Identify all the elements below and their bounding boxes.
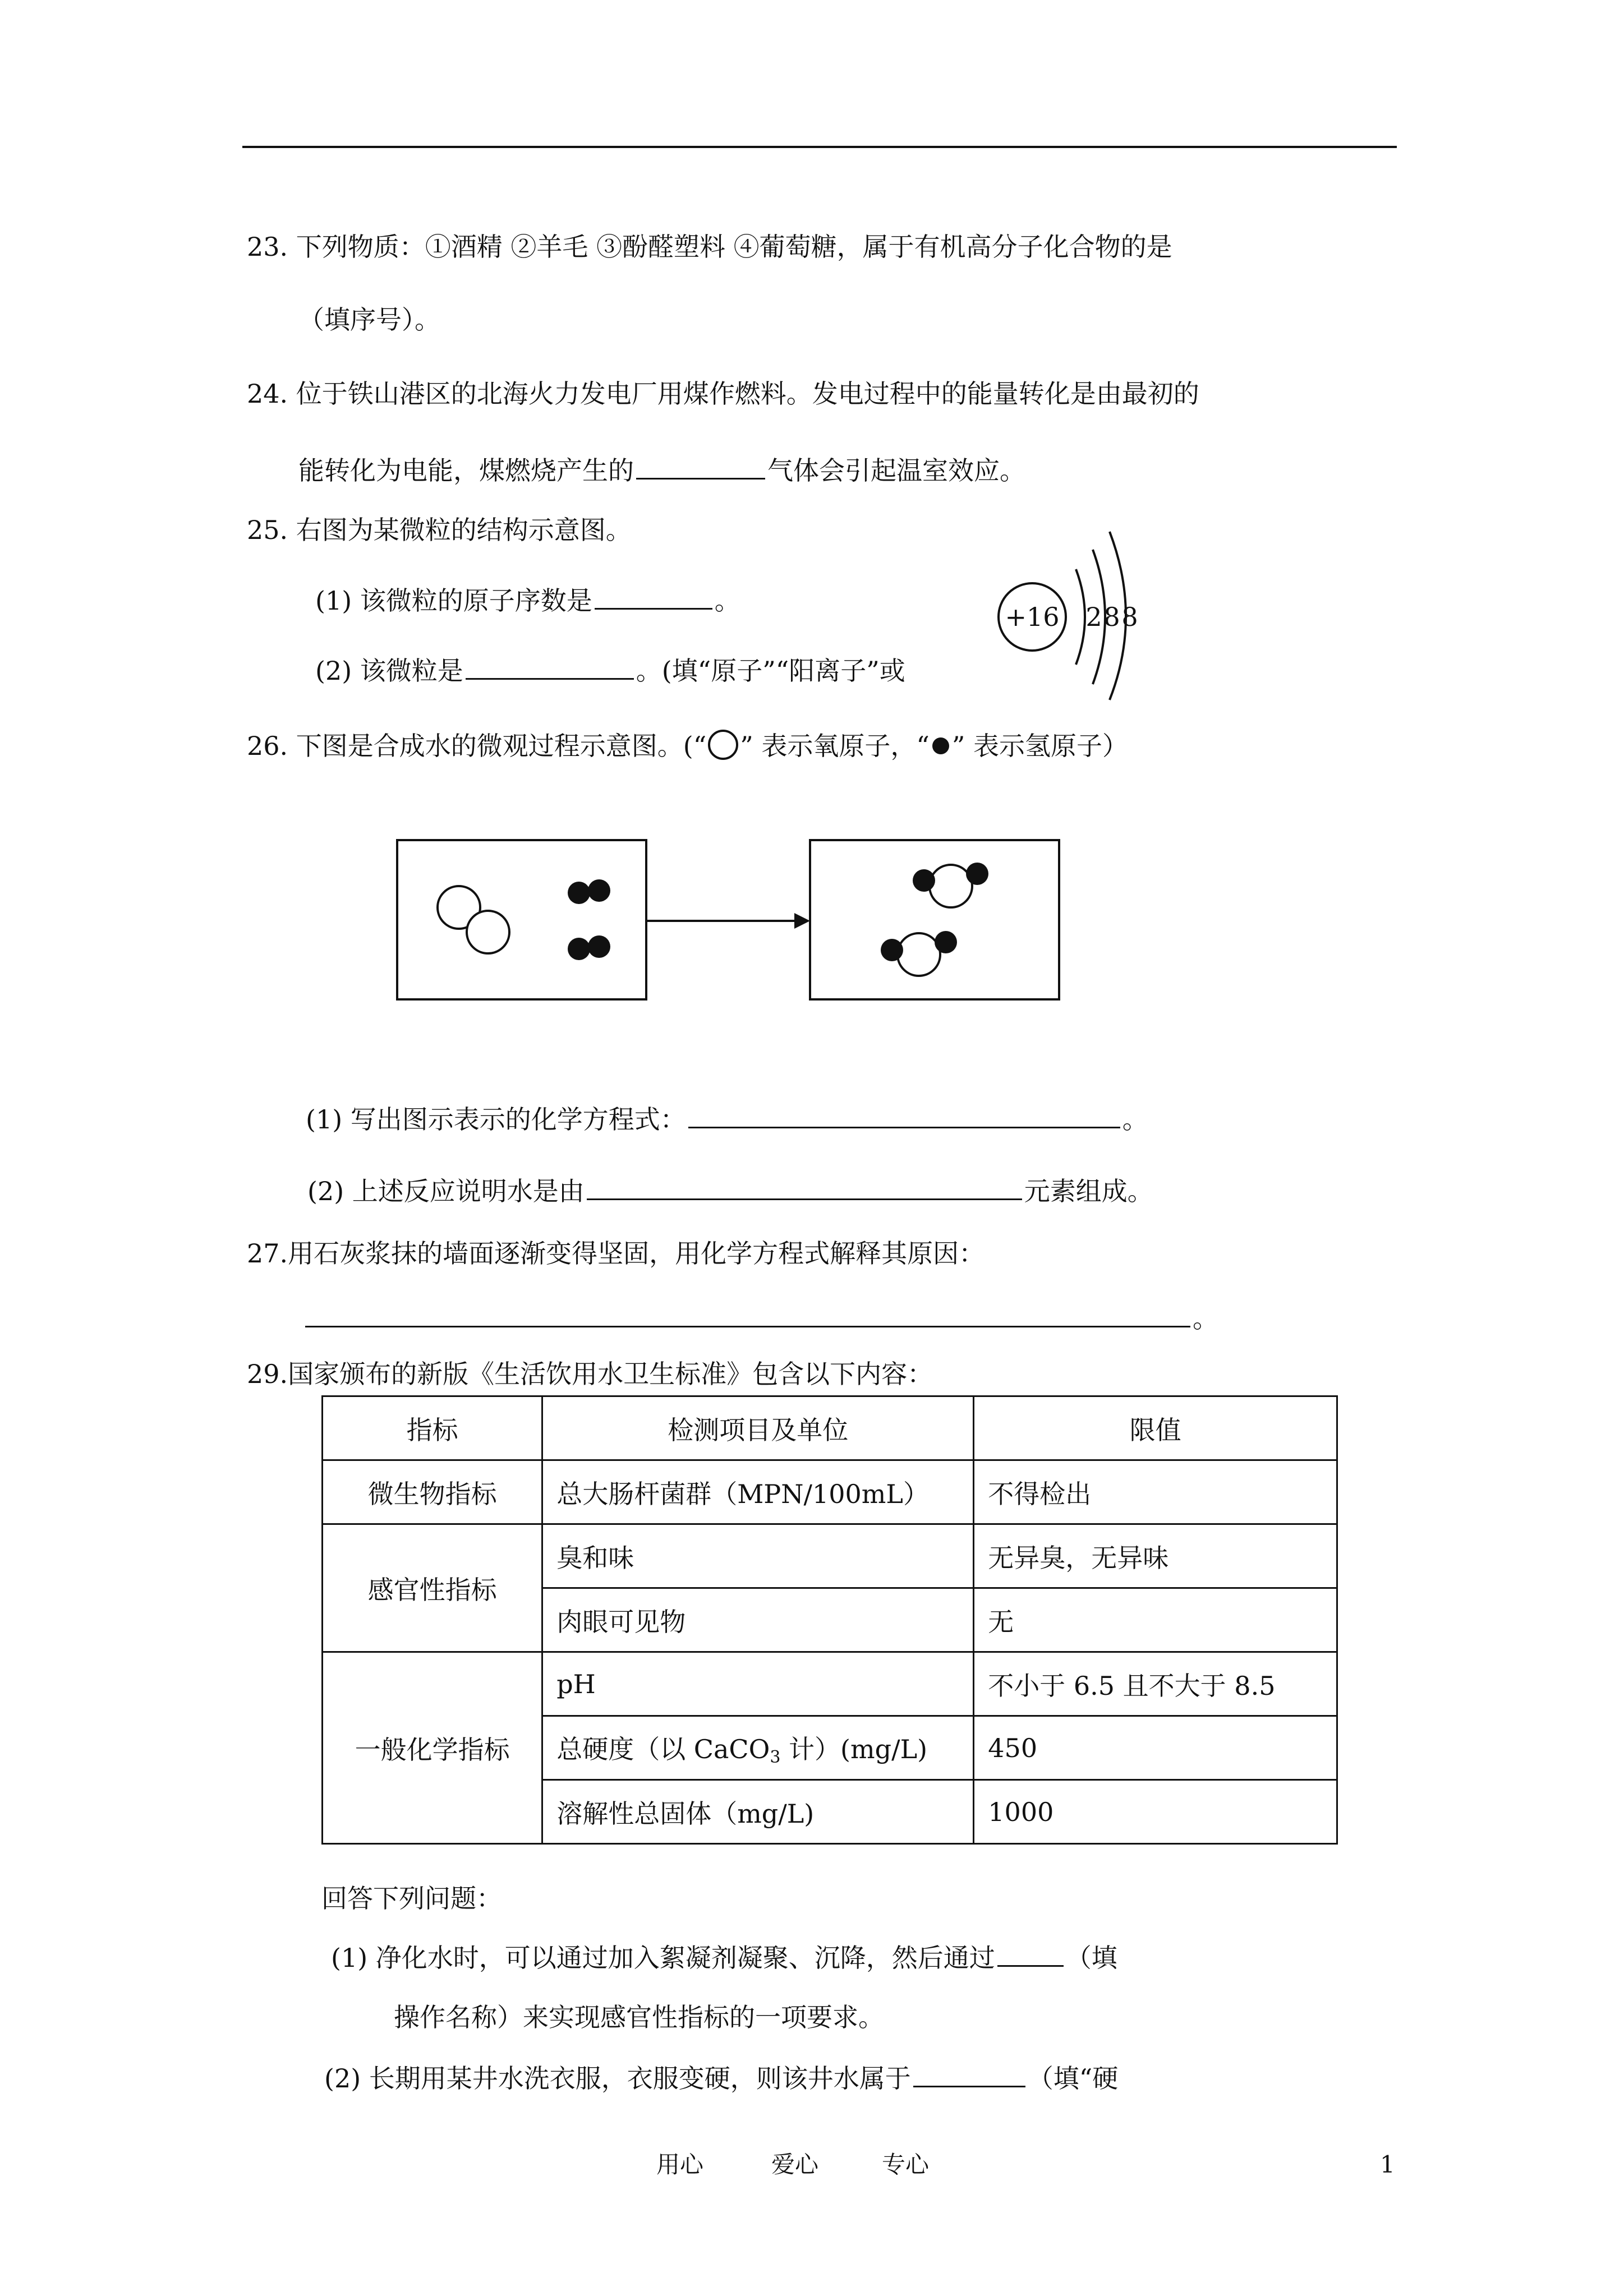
table-header-row: [323, 1396, 1337, 1460]
q24-line1: 24. 位于铁山港区的北海火力发电厂用煤作燃料。发电过程中的能量转化是由最初的: [247, 379, 1199, 409]
q25-sub2-text-a: (2) 该微粒是: [315, 656, 463, 686]
q26-sub2-text-b: 元素组成。: [1024, 1176, 1153, 1206]
q29-sub1-text-a: (1) 净化水时，可以通过加入絮凝剂凝聚、沉降，然后通过: [331, 1943, 995, 1973]
group-general-chemical: 一般化学指标: [323, 1652, 542, 1844]
group-microbial: 微生物指标: [323, 1460, 542, 1524]
q23-line2: （填序号）。: [298, 305, 440, 335]
q25-sub2: [315, 653, 905, 688]
q29-sub1-line2: 操作名称）来实现感官性指标的一项要求。: [394, 2002, 884, 2032]
hydrogen-molecule-1: [568, 879, 610, 904]
group-sensory: 感官性指标: [323, 1524, 542, 1652]
water-synthesis-diagram: [393, 836, 1066, 1004]
cell-item: 总大肠杆菌群（MPN/100mL）: [542, 1460, 974, 1524]
q25-blank1: [595, 583, 712, 610]
footer-motto-1: 用心: [656, 2151, 704, 2178]
water-standard-table: [321, 1395, 1338, 1845]
water-molecule-1: [913, 863, 988, 907]
electron-shell-1: [1076, 569, 1085, 665]
q29-blank2: [913, 2061, 1025, 2087]
table-row: [323, 1652, 1337, 1716]
header-limit: 限值: [974, 1396, 1337, 1460]
q29-sub2: [324, 2061, 1118, 2095]
shell-count-3: 8: [1121, 602, 1138, 632]
q26-sub2-text-a: (2) 上述反应说明水是由: [307, 1176, 585, 1206]
water-molecule-2: [881, 931, 957, 976]
q25-blank2: [466, 653, 634, 680]
products-box: [810, 840, 1059, 999]
q27-answer-line: [303, 1301, 1218, 1335]
header-item-unit: 检测项目及单位: [542, 1396, 974, 1460]
q29-answer-intro: 回答下列问题：: [321, 1883, 502, 1914]
q27-blank: [305, 1301, 1190, 1327]
cell-item: 臭和味: [542, 1524, 974, 1588]
hydrogen-atom-icon: [930, 735, 952, 757]
q26-title-text-c: ” 表示氢原子）: [951, 731, 1129, 761]
q25-title: 25. 右图为某微粒的结构示意图。: [247, 515, 632, 545]
cell-limit: 无异臭，无异味: [974, 1524, 1337, 1588]
q25-sub2-text-b: 。(填“原子”“阳离子”或: [636, 656, 905, 686]
q29-sub2-text-a: (2) 长期用某井水洗衣服，衣服变硬，则该井水属于: [324, 2063, 911, 2094]
cell-item: [542, 1716, 974, 1780]
atom-structure-diagram: [987, 522, 1167, 701]
q26-title-text-a: 26. 下图是合成水的微观过程示意图。(“: [247, 731, 707, 761]
cell-item: pH: [542, 1652, 974, 1716]
q26-blank1: [688, 1102, 1120, 1128]
cell-limit: 1000: [974, 1780, 1337, 1844]
header-rule: [242, 146, 1397, 148]
oxygen-atom-icon: [706, 729, 740, 760]
table-row: [323, 1524, 1337, 1588]
q29-blank1: [997, 1940, 1064, 1967]
q29-intro: 29.国家颁布的新版《生活饮用水卫生标准》包含以下内容：: [247, 1359, 933, 1389]
cell-limit: 450: [974, 1716, 1337, 1780]
q29-sub1-text-b: （填: [1065, 1943, 1117, 1973]
footer-motto-3: 专心: [882, 2151, 930, 2178]
shell-count-2: 8: [1103, 602, 1120, 632]
oxygen-molecule: [438, 886, 509, 953]
cell-item-text-a: 总硬度（以 CaCO: [556, 1733, 770, 1764]
q27-end: 。: [1193, 1303, 1218, 1334]
q26-title-text-b: ” 表示氧原子，“: [740, 731, 930, 761]
q24-blank: [636, 453, 765, 480]
cell-item: 肉眼可见物: [542, 1588, 974, 1652]
q29-sub2-text-b: （填“硬: [1027, 2063, 1119, 2094]
table-row: [323, 1460, 1337, 1524]
q27-line1: 27.用石灰浆抹的墙面逐渐变得坚固，用化学方程式解释其原因：: [247, 1238, 985, 1269]
q24-line2-text-b: 气体会引起温室效应。: [767, 455, 1025, 486]
q25-sub2-clip: [315, 653, 992, 693]
q26-sub1-text-b: 。: [1122, 1104, 1148, 1135]
nucleus-charge: +16: [1005, 602, 1060, 632]
q26-title: [247, 729, 1128, 763]
q26-sub1-text-a: (1) 写出图示表示的化学方程式：: [306, 1104, 686, 1135]
q26-sub2: [307, 1174, 1153, 1208]
reaction-arrow-head: [794, 913, 810, 929]
footer-motto-2: 爱心: [771, 2151, 819, 2178]
header-indicator: 指标: [323, 1396, 542, 1460]
q24-line2: [298, 453, 1025, 487]
cell-limit: 无: [974, 1588, 1337, 1652]
q29-sub1-line1: [331, 1940, 1117, 1975]
cell-limit: 不小于 6.5 且不大于 8.5: [974, 1652, 1337, 1716]
q24-line2-text-a: 能转化为电能，煤燃烧产生的: [298, 455, 634, 486]
shell-count-1: 2: [1085, 602, 1102, 632]
q23-line1: 23. 下列物质：①酒精 ②羊毛 ③酚醛塑料 ④葡萄糖，属于有机高分子化合物的是: [247, 232, 1172, 262]
q25-sub1-text-a: (1) 该微粒的原子序数是: [315, 585, 592, 616]
reactants-box: [397, 840, 646, 999]
page-number: 1: [1380, 2151, 1395, 2178]
cell-item: 溶解性总固体（mg/L): [542, 1780, 974, 1844]
q26-sub1: [306, 1102, 1148, 1136]
cell-limit: 不得检出: [974, 1460, 1337, 1524]
q26-blank2: [587, 1174, 1022, 1200]
q25-sub1: [315, 583, 740, 617]
cell-item-subscript: 3: [770, 1747, 781, 1767]
cell-item-text-b: 计）(mg/L): [780, 1733, 928, 1764]
q25-sub1-text-b: 。: [714, 585, 740, 616]
hydrogen-molecule-2: [568, 935, 610, 960]
